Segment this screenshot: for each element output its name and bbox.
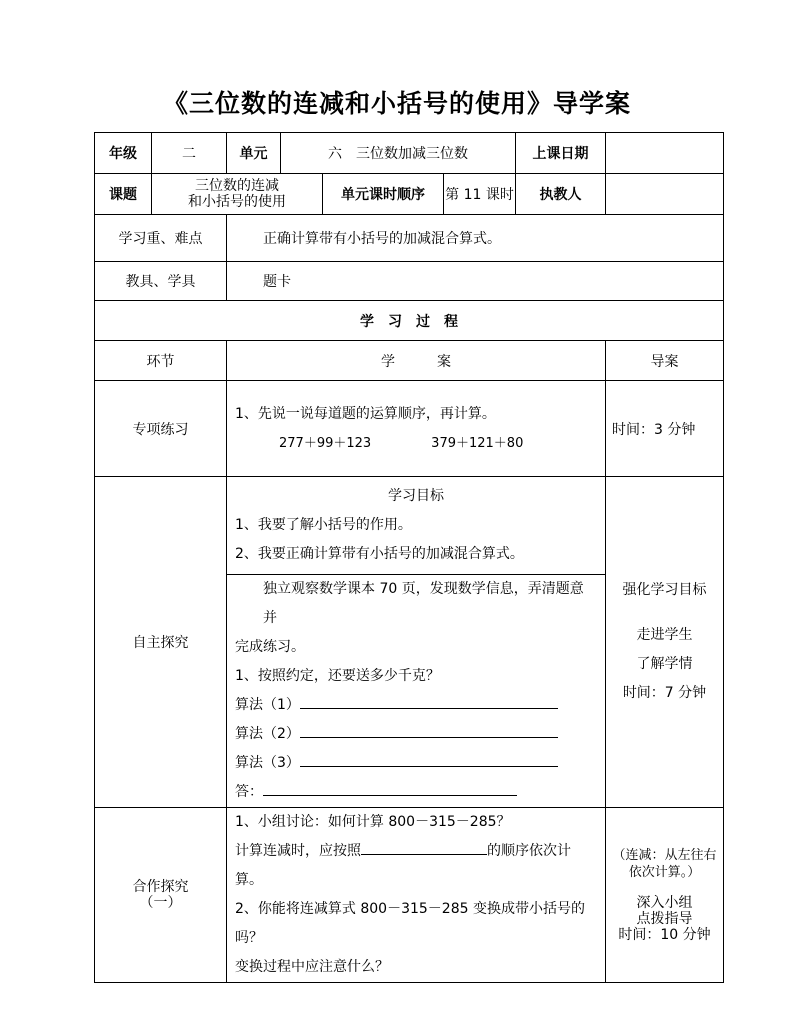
coop-guide [606,808,724,983]
learning-goal-1: 1、我要了解小括号的作用。 [235,517,412,533]
task-instruction-2: 完成练习。 [235,639,305,655]
keypoint-row [95,215,724,262]
method-3-answer-line[interactable] [300,752,558,767]
learning-goal-2: 2、我要正确计算带有小括号的加减混合算式。 [235,546,524,562]
coop-fill-prefix: 计算连减时，应按照 [235,843,361,859]
learning-goal-title: 学习目标 [388,488,444,504]
unit-value: 六 三位数加减三位数 [281,133,516,174]
process-header: 学 习 过 程 [95,301,724,341]
coop-fill-suffix: 的顺序依次计算。 [235,843,571,888]
topic-line-2: 和小括号的使用 [188,194,286,210]
task-instruction-1: 独立观察数学课本 70 页，发现数学信息，弄清题意并 [263,581,584,626]
coop-stage [95,808,227,983]
document-title: 《三位数的连减和小括号的使用》导学案 [162,89,631,118]
tools-label: 教具、学具 [95,262,227,301]
tools-value: 题卡 [227,262,724,301]
keypoint-value: 正确计算带有小括号的加减混合算式。 [227,215,724,262]
teacher-value [606,174,724,215]
explore-stage: 自主探究 [95,477,227,808]
order-value: 第 11 课时 [444,174,516,215]
explore-guide-4: 时间：7 分钟 [622,685,707,701]
answer-label: 答： [235,784,263,800]
guide-column-header: 导案 [606,341,724,381]
explore-guide-3: 了解学情 [636,656,693,672]
method-2-label: 算法（2） [235,726,300,742]
info-row-1 [95,133,724,174]
practice-stage: 专项练习 [95,381,227,477]
date-label: 上课日期 [516,133,606,174]
column-header-row [95,341,724,381]
practice-expression-2: 379＋121＋80 [431,435,524,451]
keypoint-label: 学习重、难点 [95,215,227,262]
practice-expressions [235,429,597,458]
coop-stage-line-1: 合作探究 [132,879,189,895]
coop-stage-line-2: （一） [139,895,182,911]
topic-line-1: 三位数的连减 [195,178,279,194]
coop-row [95,808,724,983]
topic-label: 课题 [95,174,152,215]
explore-task [227,575,606,808]
coop-note-1: （连减：从左往右 [612,848,717,863]
coop-fill-row [235,837,597,895]
coop-guide-1: 深入小组 [636,895,693,911]
date-value [606,133,724,174]
info-row-2 [95,174,724,215]
method-1-label: 算法（1） [235,697,300,713]
coop-fill-blank[interactable] [361,840,487,855]
practice-content [227,381,606,477]
task-question-1: 1、按照约定，还要送多少千克？ [235,668,440,684]
practice-guide: 时间：3 分钟 [606,381,724,477]
unit-label: 单元 [227,133,281,174]
coop-question-2: 2、你能将连减算式 800－315－285 变换成带小括号的吗？ [235,901,585,946]
answer-line[interactable] [263,781,517,796]
explore-guide-2: 走进学生 [636,627,693,643]
stage-column-header: 环节 [95,341,227,381]
method-1-row [235,691,597,720]
teacher-label: 执教人 [516,174,606,215]
explore-goal-row [95,477,724,575]
coop-question-3: 变换过程中应注意什么？ [235,959,389,975]
tools-row [95,262,724,301]
explore-guide-1: 强化学习目标 [622,582,707,598]
coop-guide-3: 时间：10 分钟 [618,927,711,943]
lesson-plan-table [94,132,724,983]
method-1-answer-line[interactable] [300,694,558,709]
coop-note-2: 依次计算。） [628,865,701,880]
method-2-row [235,720,597,749]
coop-content [227,808,606,983]
coop-guide-2: 点拨指导 [636,911,693,927]
practice-expression-1: 277＋99＋123 [279,435,372,451]
method-3-label: 算法（3） [235,755,300,771]
method-3-row [235,749,597,778]
coop-question-1: 1、小组讨论：如何计算 800－315－285？ [235,814,511,830]
grade-label: 年级 [95,133,152,174]
plan-column-header: 学 案 [227,341,606,381]
method-2-answer-line[interactable] [300,723,558,738]
topic-value [152,174,323,215]
order-label: 单元课时顺序 [323,174,444,215]
grade-value: 二 [152,133,227,174]
process-header-row [95,301,724,341]
explore-guide [606,477,724,808]
practice-instruction: 1、先说一说每道题的运算顺序，再计算。 [235,405,496,422]
practice-row [95,381,724,477]
answer-row [235,778,597,807]
learning-goals [227,477,606,575]
